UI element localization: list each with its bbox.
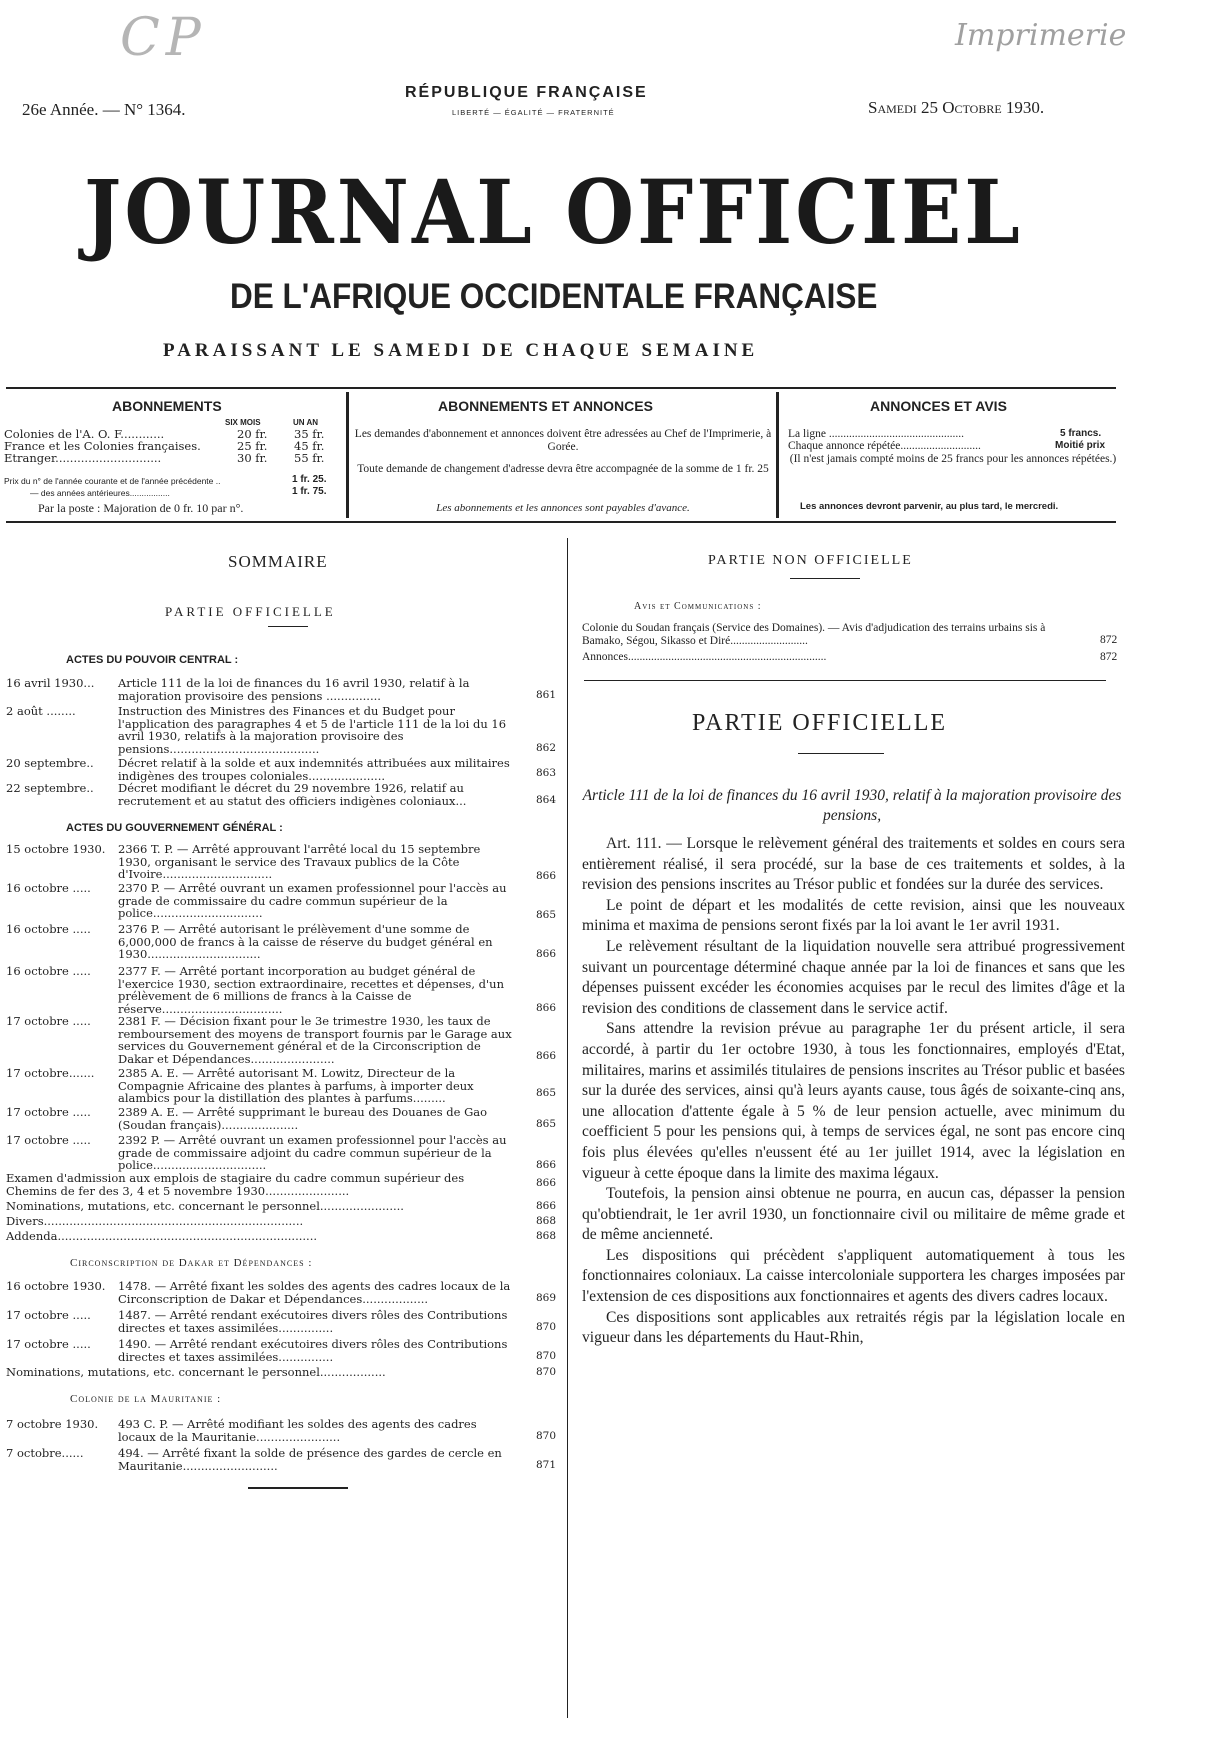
item-page: 866: [536, 1159, 557, 1171]
rate-six: 30 fr.: [237, 451, 268, 465]
minimum-note: (Il n'est jamais compté moins de 25 francs pour les annonces répétées.): [789, 453, 1117, 465]
box-bottom-rule: [6, 521, 1116, 523]
journal-title: JOURNAL OFFICIEL: [84, 160, 1023, 265]
item-page: 870: [536, 1350, 557, 1362]
item-page: 866: [536, 1050, 557, 1062]
article-body: [582, 834, 1125, 1349]
item-date: 7 octobre......: [6, 1446, 84, 1460]
item-date: 16 avril 1930...: [6, 676, 95, 690]
item-page: 866: [536, 1200, 557, 1212]
section-dakar: Circonscription de Dakar et Dépendances :: [70, 1257, 313, 1269]
item-text: 493 C. P. — Arrêté modifiant les soldes des agents des cadres locaux de la Mauritanie.......................: [118, 1417, 477, 1444]
item-page: 865: [536, 1087, 557, 1099]
sommaire-title: SOMMAIRE: [228, 552, 328, 571]
item-text: Addenda.......................................................................: [6, 1229, 317, 1243]
item-page: 865: [536, 909, 557, 921]
item-text: Décret relatif à la solde et aux indemnités attribuées aux militaires indigènes des troupes coloniales.....................: [118, 756, 510, 783]
item-date: 16 octobre .....: [6, 922, 91, 936]
avis-page: 872: [1100, 634, 1118, 646]
article-paragraph: Toutefois, la pension ainsi obtenue ne pourra, en aucun cas, dépasser la pension qu'obtiendrait, le 1er avril 1930, un fonctionnaire civil ou militaire de même grade et de même ancienneté.: [582, 1185, 1125, 1244]
item-page: 868: [536, 1215, 557, 1227]
sommaire-partie-officielle: PARTIE OFFICIELLE: [165, 604, 336, 619]
tarif-ligne-value: 5 francs.: [1060, 428, 1102, 439]
item-text: Nominations, mutations, etc. concernant le personnel.......................: [6, 1199, 404, 1213]
article-paragraph: Les dispositions qui précèdent s'appliquent automatiquement à tous les fonctionnaires coloniaux. La caisse intercoloniale supportera les charges imposées par l'extension de ces dispositions aux fonctionnaires et agents des divers cadres locaux.: [582, 1246, 1125, 1306]
rate-label: France et les Colonies françaises.: [4, 439, 201, 453]
item-page: 868: [536, 1230, 557, 1242]
handwritten-note-imprimerie: Imprimerie: [955, 18, 1127, 53]
section-mauritanie: Colonie de la Mauritanie :: [70, 1393, 222, 1405]
sommaire-end-rule: [248, 1487, 348, 1489]
rate-six: 25 fr.: [237, 439, 268, 453]
box-top-rule: [6, 387, 1116, 389]
journal-tagline: PARAISSANT LE SAMEDI DE CHAQUE SEMAINE: [163, 340, 759, 361]
abonnement-rates: [4, 428, 344, 464]
item-text: Examen d'admission aux emplois de stagiaire du cadre commun supérieur des Chemins de fer des 3, 4 et 5 novembre 1930.......................: [6, 1171, 465, 1198]
tarif-repete: Chaque annonce répétée............................: [788, 440, 981, 452]
item-date: 17 octobre .....: [6, 1133, 91, 1147]
item-date: 16 octobre .....: [6, 964, 91, 978]
sommaire-rule: [268, 626, 308, 627]
item-text: 1478. — Arrêté fixant les soldes des agents des cadres locaux de la Circonscription de Dakar et Dépendances..................: [118, 1279, 511, 1306]
item-date: 16 octobre .....: [6, 881, 91, 895]
item-page: 861: [536, 689, 557, 701]
article-paragraph: Le relèvement résultant de la liquidation nouvelle sera attribué progressivement suivant un pourcentage déterminé chaque année par la loi de finances et sans que les dépenses puissent excéder les économies acquises par le recul des limites d'âge et la revision des conditions de classement dans le service actif.: [582, 937, 1125, 1017]
col-un-an: UN AN: [293, 418, 319, 427]
item-page: 870: [536, 1321, 557, 1333]
item-text: 2389 A. E. — Arrêté supprimant le bureau des Douanes de Gao (Soudan français).....................: [118, 1105, 488, 1132]
item-text: Article 111 de la loi de finances du 16 avril 1930, relatif à la majoration provisoire des pensions ...............: [118, 676, 470, 703]
item-page: 865: [536, 1118, 557, 1130]
item-text: 2376 P. — Arrêté autorisant le prélèvement d'une somme de 6,000,000 de francs à la caisse de réserve du budget général en 1930...............................: [118, 922, 493, 961]
article-paragraph: Sans attendre la revision prévue au paragraphe 1er du présent article, il sera accordé, à partir du 1er octobre 1930, à tous les fonctionnaires, employés d'Etat, militaires, marins et assimilés titulaires de pensions inscrites au Trésor public et basées sur la durée des services, ainsi qu'à leurs ayants cause, tous âgés de soixante-cinq ans, une allocation d'attente égale à 5 % de leur pension actuelle, avec minimum du coefficient 5 pour les pensions qui, à temps de services égal, ne sont pas encore cinq fois plus élevées qu'elles n'eussent été au 1er juillet 1914, avec la législation en vigueur à cette époque dans la limite des maxima légaux.: [582, 1020, 1125, 1182]
item-page: 866: [536, 1002, 557, 1014]
item-date: 16 octobre 1930.: [6, 1279, 106, 1293]
abonnements-title: ABONNEMENTS: [112, 398, 222, 414]
republic-heading: RÉPUBLIQUE FRANÇAISE: [405, 84, 648, 101]
issue-date: Samedi 25 Octobre 1930.: [868, 98, 1045, 117]
section-gouvernement-general: ACTES DU GOUVERNEMENT GÉNÉRAL :: [66, 822, 283, 834]
item-text: 1490. — Arrêté rendant exécutoires divers rôles des Contributions directes et taxes assimilées...............: [118, 1337, 508, 1364]
article-heading: Article 111 de la loi de finances du 16 avril 1930, relatif à la majoration provisoire des pensions,: [582, 787, 1122, 824]
item-date: 15 octobre 1930.: [6, 842, 106, 856]
section-pouvoir-central: ACTES DU POUVOIR CENTRAL :: [66, 654, 239, 666]
item-page: 871: [536, 1459, 557, 1471]
delai-note: Les annonces devront parvenir, au plus tard, le mercredi.: [800, 501, 1059, 512]
item-date: 17 octobre .....: [6, 1337, 91, 1351]
item-page: 863: [536, 767, 557, 779]
col-six-mois: SIX MOIS: [225, 418, 261, 427]
tarif-repete-value: Moitié prix: [1055, 440, 1106, 451]
item-date: 17 octobre .....: [6, 1105, 91, 1119]
article-paragraph: Le point de départ et les modalités de cette revision, ainsi que les nouveaux minima et maxima de pensions seront fixés par la loi avant le 1er avril 1931.: [582, 896, 1125, 935]
prix-numero-courant: Prix du n° de l'année courante et de l'année précédente ..: [4, 476, 221, 486]
item-page: 869: [536, 1292, 557, 1304]
item-date: 17 octobre .....: [6, 1014, 91, 1028]
poste-majoration: Par la poste : Majoration de 0 fr. 10 par n°.: [38, 501, 244, 515]
item-page: 866: [536, 870, 557, 882]
item-text: 494. — Arrêté fixant la solde de présence des gardes de cercle en Mauritanie..........................: [118, 1446, 502, 1473]
item-date: 17 octobre.......: [6, 1066, 95, 1080]
box-divider-1: [346, 392, 349, 518]
abonnements-annonces-title: ABONNEMENTS ET ANNONCES: [438, 398, 653, 414]
item-date: 17 octobre .....: [6, 1308, 91, 1322]
item-page: 862: [536, 742, 557, 754]
item-page: 870: [536, 1430, 557, 1442]
non-officielle-rule: [790, 578, 860, 579]
item-date: 2 août ........: [6, 704, 76, 718]
officielle-rule: [798, 753, 884, 754]
handwritten-note-cp: CP: [120, 8, 207, 68]
article-paragraph: Ces dispositions sont applicables aux retraités régis par la législation locale en vigueur dans les départements du Haut-Rhin,: [582, 1308, 1125, 1347]
rate-year: 45 fr.: [294, 439, 325, 453]
rate-label: Etranger.............................: [4, 451, 162, 465]
item-text: 1487. — Arrêté rendant exécutoires divers rôles des Contributions directes et taxes assimilées...............: [118, 1308, 508, 1335]
payables-avance: Les abonnements et les annonces sont payables d'avance.: [436, 502, 690, 514]
item-text: Décret modifiant le décret du 29 novembre 1926, relatif au recrutement et au statut des officiers indigènes coloniaux...: [118, 781, 467, 808]
rate-label: Colonies de l'A. O. F............: [4, 427, 165, 441]
item-page: 870: [536, 1366, 557, 1378]
item-page: 866: [536, 948, 557, 960]
avis-adjudication: Colonie du Soudan français (Service des Domaines). — Avis d'adjudication des terrains urbains sis à Bamako, Ségou, Sikasso et Diré...........................: [582, 622, 1046, 647]
officielle-title: PARTIE OFFICIELLE: [692, 710, 948, 736]
demandes-text: Les demandes d'abonnement et annonces doivent être adressées au Chef de l'Imprimerie, à Gorée.: [354, 428, 772, 453]
annonces-page: 872: [1100, 651, 1118, 663]
avis-communications: Avis et Communications :: [634, 601, 762, 612]
rate-year: 55 fr.: [294, 451, 325, 465]
annonces-avis-title: ANNONCES ET AVIS: [870, 398, 1007, 414]
changement-adresse-text: Toute demande de changement d'adresse devra être accompagnée de la somme de 1 fr. 25: [357, 463, 769, 475]
issue-number: 26e Année. — N° 1364.: [22, 100, 186, 119]
non-officielle-title: PARTIE NON OFFICIELLE: [708, 553, 913, 568]
item-date: 20 septembre..: [6, 756, 94, 770]
item-text: Instruction des Ministres des Finances et du Budget pour l'application des paragraphes 4 et 5 de l'article 111 de la loi du 16 avril 1930, relatifs à la majoration provisoire des pensions.........................................: [118, 704, 507, 756]
item-text: Divers.......................................................................: [6, 1214, 304, 1228]
rate-six: 20 fr.: [237, 427, 268, 441]
item-text: 2366 T. P. — Arrêté approuvant l'arrêté local du 15 septembre 1930, organisant le service des Travaux publics de la Côte d'Ivoire..............................: [118, 842, 481, 881]
item-date: 22 septembre..: [6, 781, 94, 795]
item-page: 864: [536, 794, 557, 806]
item-text: Nominations, mutations, etc. concernant le personnel..................: [6, 1365, 386, 1379]
item-page: 866: [536, 1177, 557, 1189]
prix-numero-anterieur: — des années antérieures.................: [30, 488, 170, 498]
box-divider-2: [776, 392, 779, 518]
tarif-ligne: La ligne ...............................................: [788, 428, 964, 440]
item-text: 2385 A. E. — Arrêté autorisant M. Lowitz, Directeur de la Compagnie Africaine des plantes à parfums, à importer deux alambics pour la distillation des plantes à parfums.........: [118, 1066, 474, 1105]
officielle-top-rule: [584, 680, 1106, 681]
annonces-item: Annonces.....................................................................: [582, 651, 827, 663]
item-text: 2392 P. — Arrêté ouvrant un examen professionnel pour l'accès au grade de commissaire adjoint du cadre commun supérieur de la police...............................: [118, 1133, 507, 1172]
column-divider: [567, 538, 568, 1718]
rate-year: 35 fr.: [294, 427, 325, 441]
prix-numero-anterieur-value: 1 fr. 75.: [292, 486, 327, 497]
item-text: 2381 F. — Décision fixant pour le 3e trimestre 1930, les taux de remboursement des moyens de transport fournis par le Garage aux services du Gouvernement général et de la Circonscription de Dakar et Dépendances.......................: [118, 1014, 512, 1066]
article-paragraph: Art. 111. — Lorsque le relèvement général des traitements et soldes en cours sera entièrement réalisé, il sera procédé, sur la base de ces traitements et soldes, à la revision des pensions inscrites au Trésor public et fondées sur la durée des services.: [582, 835, 1125, 894]
item-text: 2370 P. — Arrêté ouvrant un examen professionnel pour l'accès au grade de commissaire du cadre commun supérieur de la police..............................: [118, 881, 507, 920]
journal-subtitle: DE L'AFRIQUE OCCIDENTALE FRANÇAISE: [230, 277, 878, 316]
prix-numero-courant-value: 1 fr. 25.: [292, 474, 327, 485]
republic-motto: LIBERTÉ — ÉGALITÉ — FRATERNITÉ: [452, 108, 615, 117]
item-date: 7 octobre 1930.: [6, 1417, 99, 1431]
item-text: 2377 F. — Arrêté portant incorporation au budget général de l'exercice 1930, section extraordinaire, recettes et dépenses, d'un prélèvement de 6 millions de francs à la Caisse de réserve.................................: [118, 964, 504, 1016]
